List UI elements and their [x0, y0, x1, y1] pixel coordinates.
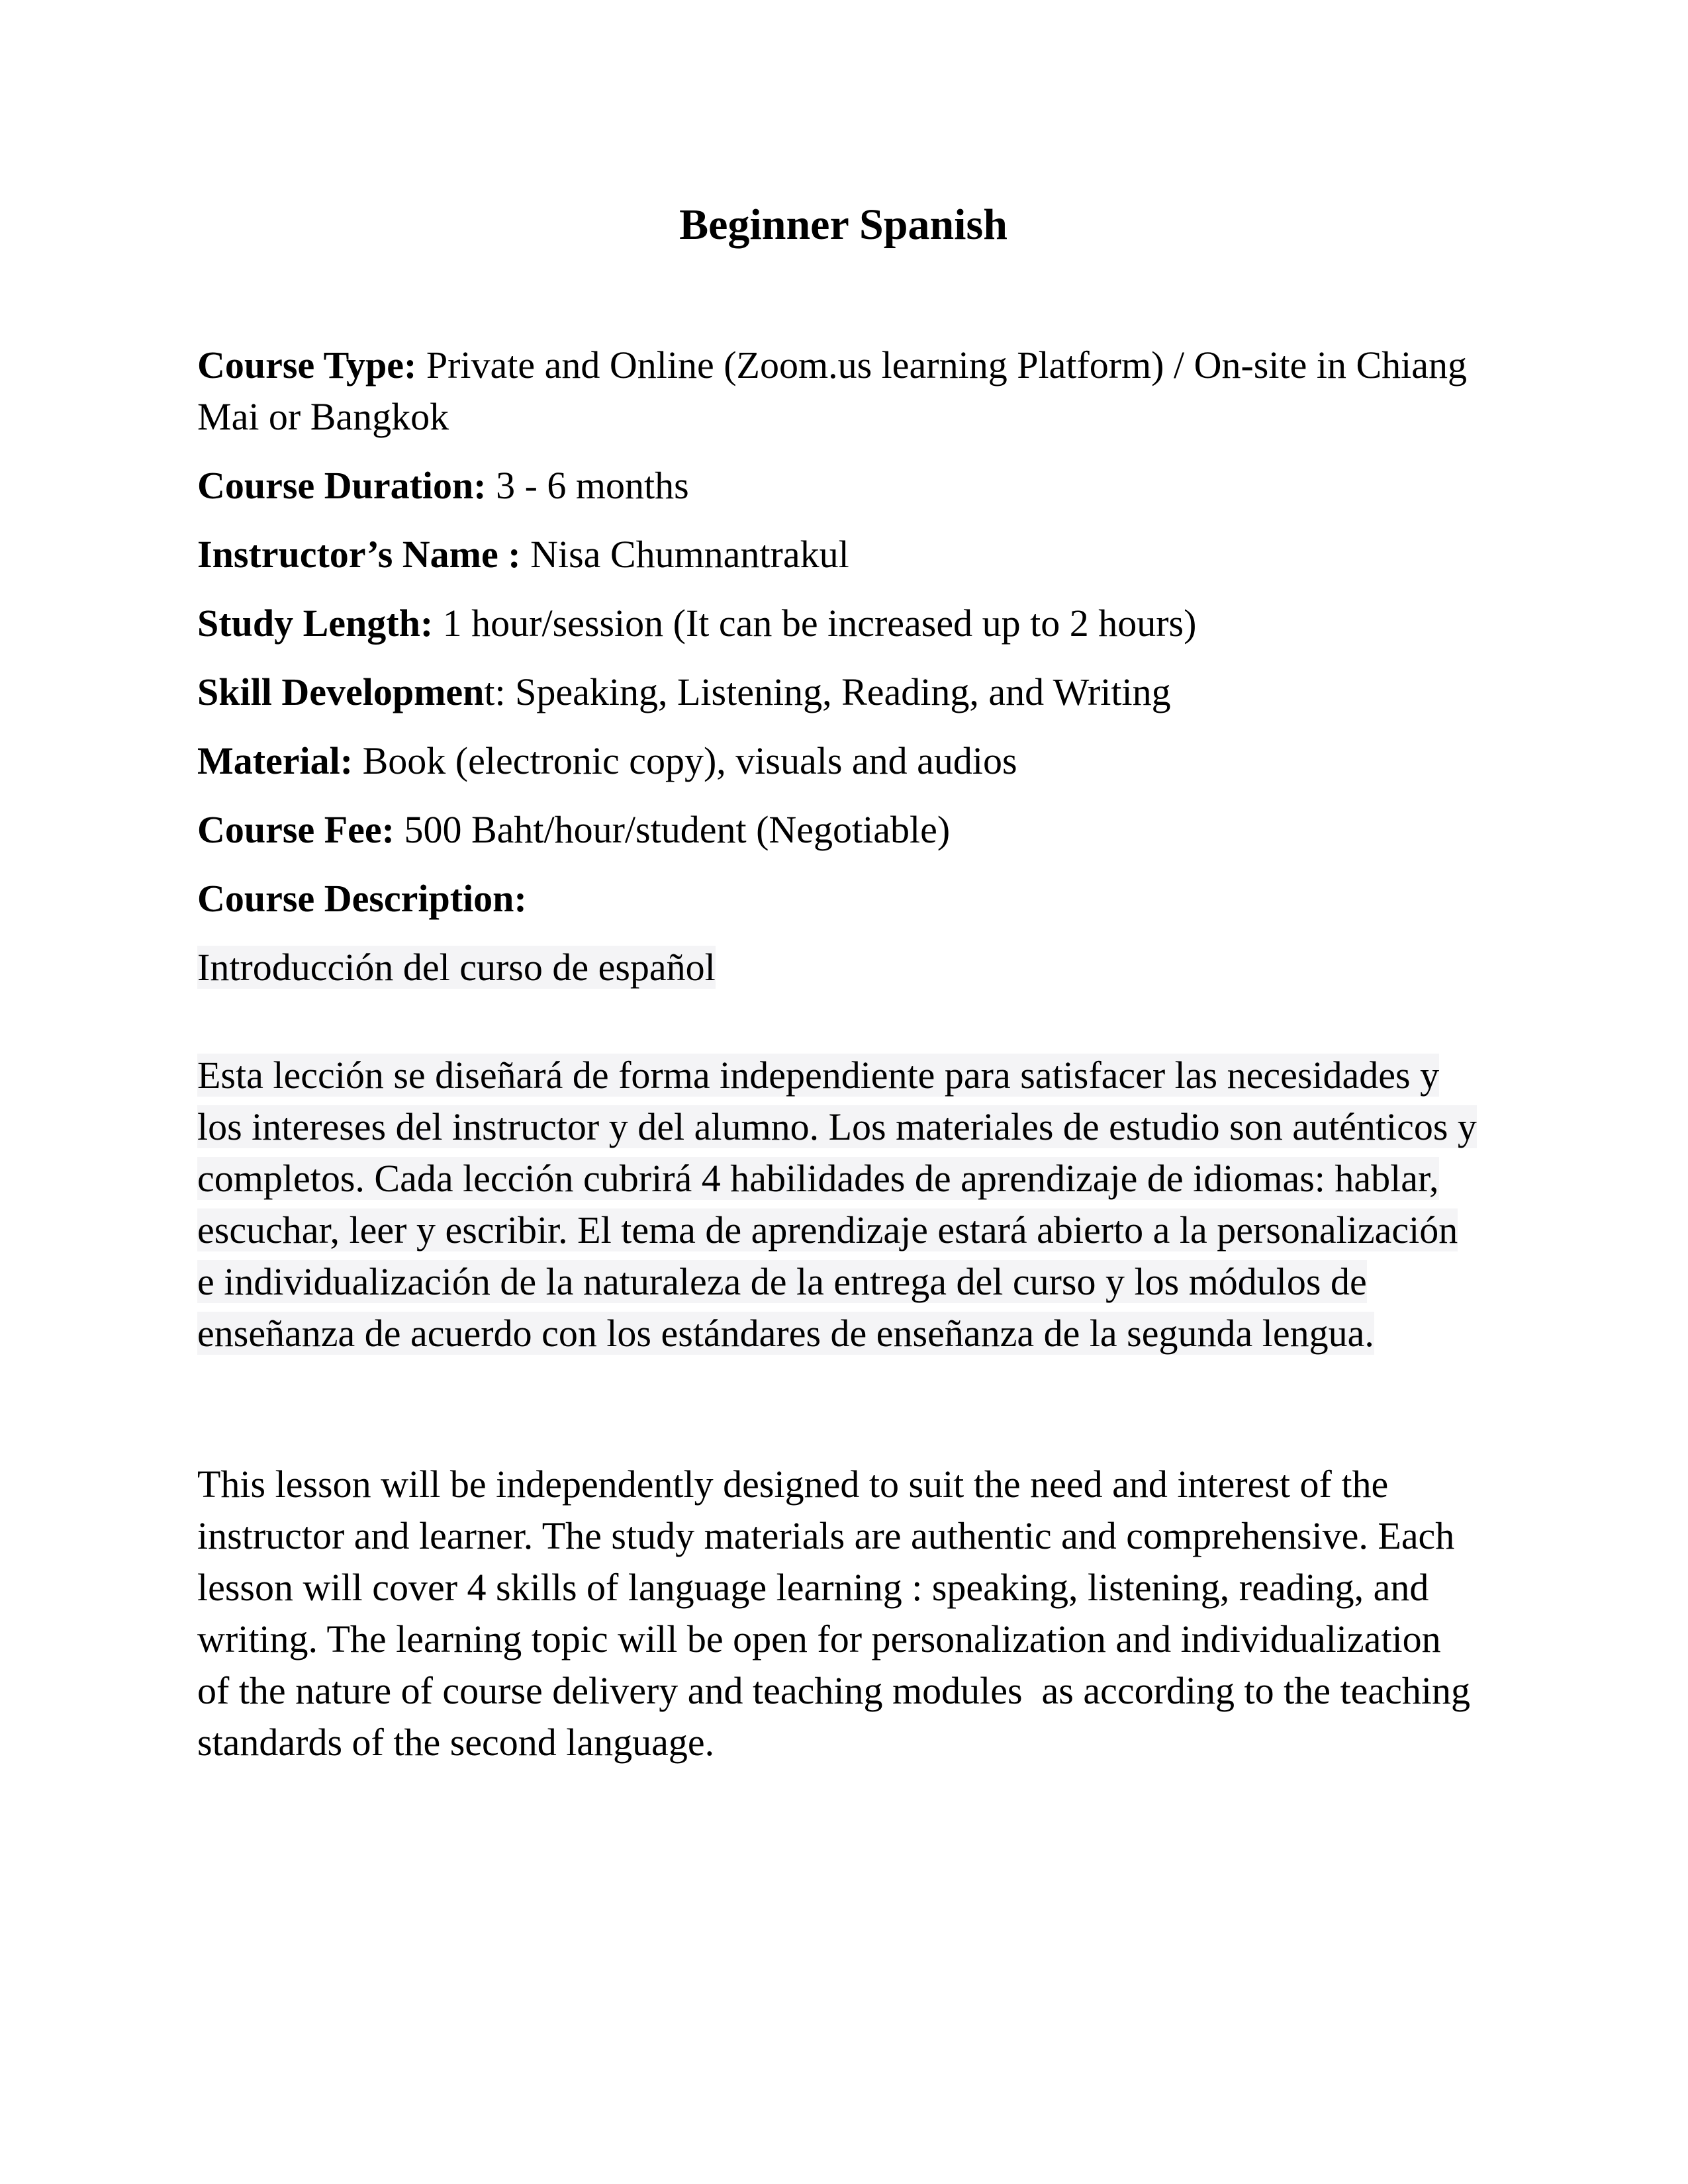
course-description-label: Course Description:: [197, 877, 527, 920]
course-duration-row: [197, 460, 1489, 512]
paragraph-line: enseñanza de acuerdo con los estándares de enseñanza de la segunda lengua.: [197, 1312, 1374, 1355]
material-label: Material:: [197, 739, 353, 782]
course-fee-value: 500 Baht/hour/student (Negotiable): [394, 808, 951, 851]
course-fee-label: Course Fee:: [197, 808, 395, 851]
instructor-name-value: Nisa Chumnantrakul: [520, 533, 849, 576]
course-info-section: [197, 340, 1489, 925]
course-duration-value: 3 - 6 months: [486, 464, 689, 507]
spanish-intro-line: Introducción del curso de español: [197, 946, 716, 989]
instructor-name-row: [197, 529, 1489, 580]
paragraph-line: e individualización de la naturaleza de la entrega del curso y los módulos de: [197, 1260, 1367, 1303]
paragraph-line: Esta lección se diseñará de forma independiente para satisfacer las necesidades y: [197, 1054, 1440, 1097]
material-row: [197, 735, 1489, 787]
material-value: Book (electronic copy), visuals and audios: [353, 739, 1017, 782]
course-type-value: Private and Online (Zoom.us learning Platform) / On-site in Chiang: [416, 343, 1468, 387]
spanish-paragraph: [197, 1050, 1489, 1359]
study-length-row: [197, 598, 1489, 649]
paragraph-line: los intereses del instructor y del alumno. Los materiales de estudio son auténticos y: [197, 1105, 1477, 1148]
paragraph-line: instructor and learner. The study materials are authentic and comprehensive. Each: [197, 1514, 1455, 1557]
study-length-label: Study Length:: [197, 602, 434, 645]
paragraph-line: escuchar, leer y escribir. El tema de aprendizaje estará abierto a la personalización: [197, 1208, 1458, 1251]
paragraph-line: This lesson will be independently designed to suit the need and interest of the: [197, 1463, 1389, 1506]
course-type-row: [197, 340, 1489, 443]
paragraph-line: of the nature of course delivery and teaching modules as according to the teaching: [197, 1669, 1470, 1712]
spanish-intro-line-row: [197, 942, 1489, 993]
study-length-value: 1 hour/session (It can be increased up to 2 hours): [433, 602, 1197, 645]
paragraph-line: lesson will cover 4 skills of language learning : speaking, listening, reading, and: [197, 1566, 1429, 1609]
english-paragraph: [197, 1459, 1489, 1768]
paragraph-line: writing. The learning topic will be open for personalization and individualization: [197, 1617, 1441, 1661]
paragraph-line: completos. Cada lección cubrirá 4 habilidades de aprendizaje de idiomas: hablar,: [197, 1157, 1439, 1200]
course-description-heading-row: [197, 873, 1489, 925]
instructor-name-label: Instructor’s Name :: [197, 533, 521, 576]
course-type-label: Course Type:: [197, 343, 417, 387]
course-fee-row: [197, 804, 1489, 856]
skill-development-label: Skill Developmen: [197, 670, 485, 713]
skill-development-value: t: Speaking, Listening, Reading, and Writing: [484, 670, 1171, 713]
course-duration-label: Course Duration:: [197, 464, 487, 507]
page-title: Beginner Spanish: [679, 201, 1008, 249]
course-type-value-line2: Mai or Bangkok: [197, 395, 449, 438]
skill-development-row: [197, 666, 1489, 718]
paragraph-line: standards of the second language.: [197, 1721, 715, 1764]
